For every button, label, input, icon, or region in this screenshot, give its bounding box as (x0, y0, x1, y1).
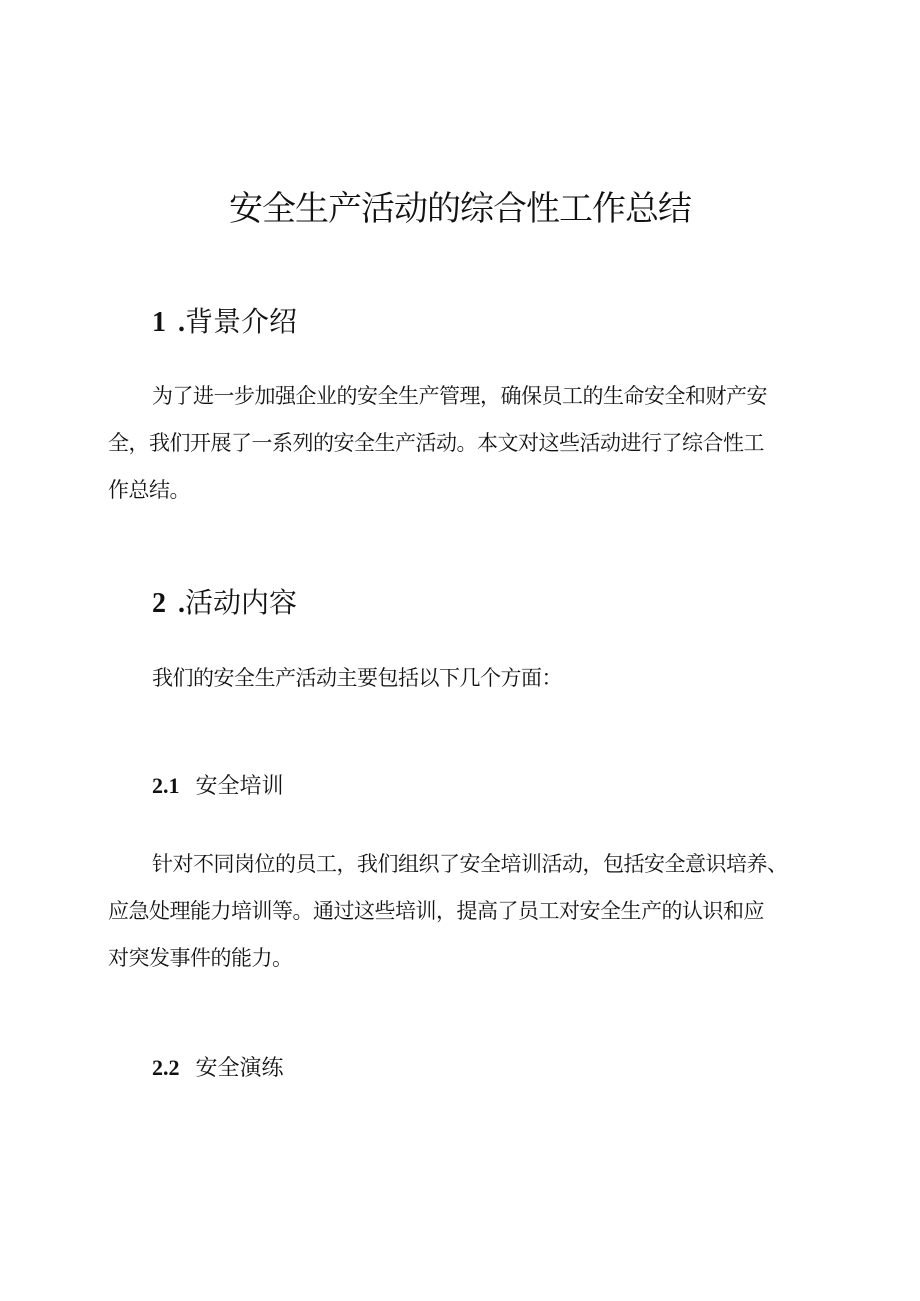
subsection-2-1-paragraph (108, 841, 823, 982)
paragraph-line: 作总结。 (108, 478, 190, 502)
section-2-heading (152, 584, 297, 623)
section-1-separator: . (178, 307, 185, 338)
paragraph-line: 全，我们开展了一系列的安全生产活动。本文对这些活动进行了综合性工 (108, 431, 764, 455)
section-1-paragraph (108, 373, 823, 514)
paragraph-line: 我们的安全生产活动主要包括以下几个方面： (152, 666, 562, 690)
paragraph-line: 对突发事件的能力。 (108, 946, 293, 970)
section-2-number: 2 (152, 588, 166, 619)
section-1-number: 1 (152, 307, 166, 338)
subsection-2-2-heading (152, 1053, 284, 1084)
paragraph-line: 应急处理能力培训等。通过这些培训，提高了员工对安全生产的认识和应 (108, 899, 764, 923)
paragraph-line: 针对不同岗位的员工，我们组织了安全培训活动，包括安全意识培养、 (152, 852, 788, 876)
subsection-2-1-heading (152, 771, 284, 802)
section-2-separator: . (178, 588, 185, 619)
subsection-2-2-title: 安全演练 (195, 1056, 284, 1081)
section-1-heading (152, 303, 297, 342)
paragraph-line: 为了进一步加强企业的安全生产管理，确保员工的生命安全和财产安 (152, 384, 767, 408)
section-2-title: 活动内容 (185, 586, 298, 619)
subsection-2-1-number: 2.1 (152, 773, 180, 798)
section-2-paragraph (108, 655, 823, 702)
subsection-2-2-number: 2.2 (152, 1055, 180, 1080)
subsection-2-1-title: 安全培训 (195, 774, 284, 799)
document-title: 安全生产活动的综合性工作总结 (229, 189, 691, 229)
section-1-title: 背景介绍 (185, 305, 298, 338)
